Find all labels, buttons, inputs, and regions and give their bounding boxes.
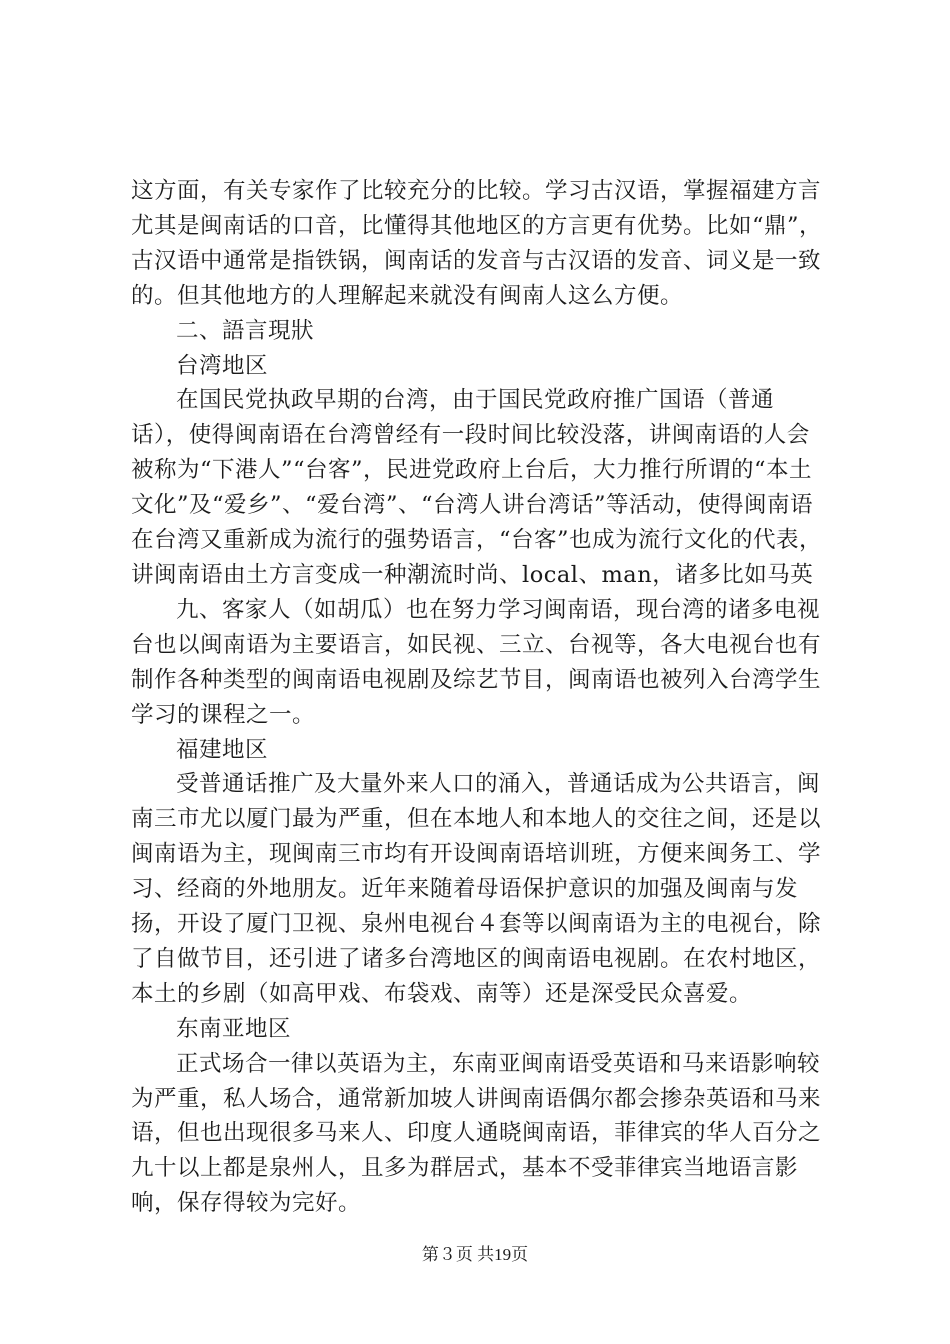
page-number-footer: 第３页 共19页 [421,1245,529,1264]
paragraph-intro: 这方面，有关专家作了比较充分的比较。学习古汉语，掌握福建方言尤其是闽南话的口音，比懂得其他地区的方言更有优势。比如“鼎”，古汉语中通常是指铁锅，闽南话的发音与古汉语的发音、词义是一致的。但其他地方的人理解起来就没有闽南人这么方便。 [131,178,823,309]
document-body [131,174,831,1221]
paragraph-taiwan-2: 九、客家人（如胡瓜）也在努力学习闽南语，现台湾的诸多电视台也以闽南语为主要语言，如民视、三立、台视等，各大电视台也有制作各种类型的闽南语电视剧及综艺节目，闽南语也被列入台湾学生学习的课程之一。 [131,596,822,728]
paragraph-fujian: 受普通话推广及大量外来人口的涌入，普通话成为公共语言，闽南三市尤以厦门最为严重，但在本地人和本地人的交往之间，还是以闽南语为主，现闽南三市均有开设闽南语培训班，方便来闽务工、学习、经商的外地朋友。近年来随着母语保护意识的加强及闽南与发扬，开设了厦门卫视、泉州电视台４套等以闽南语为主的电视台，除了自做节目，还引进了诸多台湾地区的闽南语电视剧。在农村地区，本土的乡剧（如高甲戏、布袋戏、南等）还是深受民众喜爱。 [131,771,822,1007]
subheading-fujian: 福建地区 [176,736,269,763]
section-heading-language-status: 二、語言現狀 [176,317,315,344]
paragraph-taiwan-1: 在国民党执政早期的台湾，由于国民党政府推广国语（普通话），使得闽南语在台湾曾经有一段时间比较没落，讲闽南语的人会被称为“下港人”“台客”，民进党政府上台后，大力推行所谓的“本土文化”及“爱乡”、“爱台湾”、“台湾人讲台湾话”等活动，使得闽南语在台湾又重新成为流行的强势语言，“台客”也成为流行文化的代表，讲闽南语由土方言变成一种潮流时尚、local、man，诸多比如马英 [131,387,823,588]
subheading-southeast-asia: 东南亚地区 [176,1015,292,1042]
subheading-taiwan: 台湾地区 [176,352,269,379]
paragraph-southeast-asia: 正式场合一律以英语为主，东南亚闽南语受英语和马来语影响较为严重，私人场合，通常新加坡人讲闽南语偶尔都会掺杂英语和马来语，但也出现很多马来人、印度人通晓闽南语，菲律宾的华人百分之九十以上都是泉州人，且多为群居式，基本不受菲律宾当地语言影响，保存得较为完好。 [131,1050,822,1217]
